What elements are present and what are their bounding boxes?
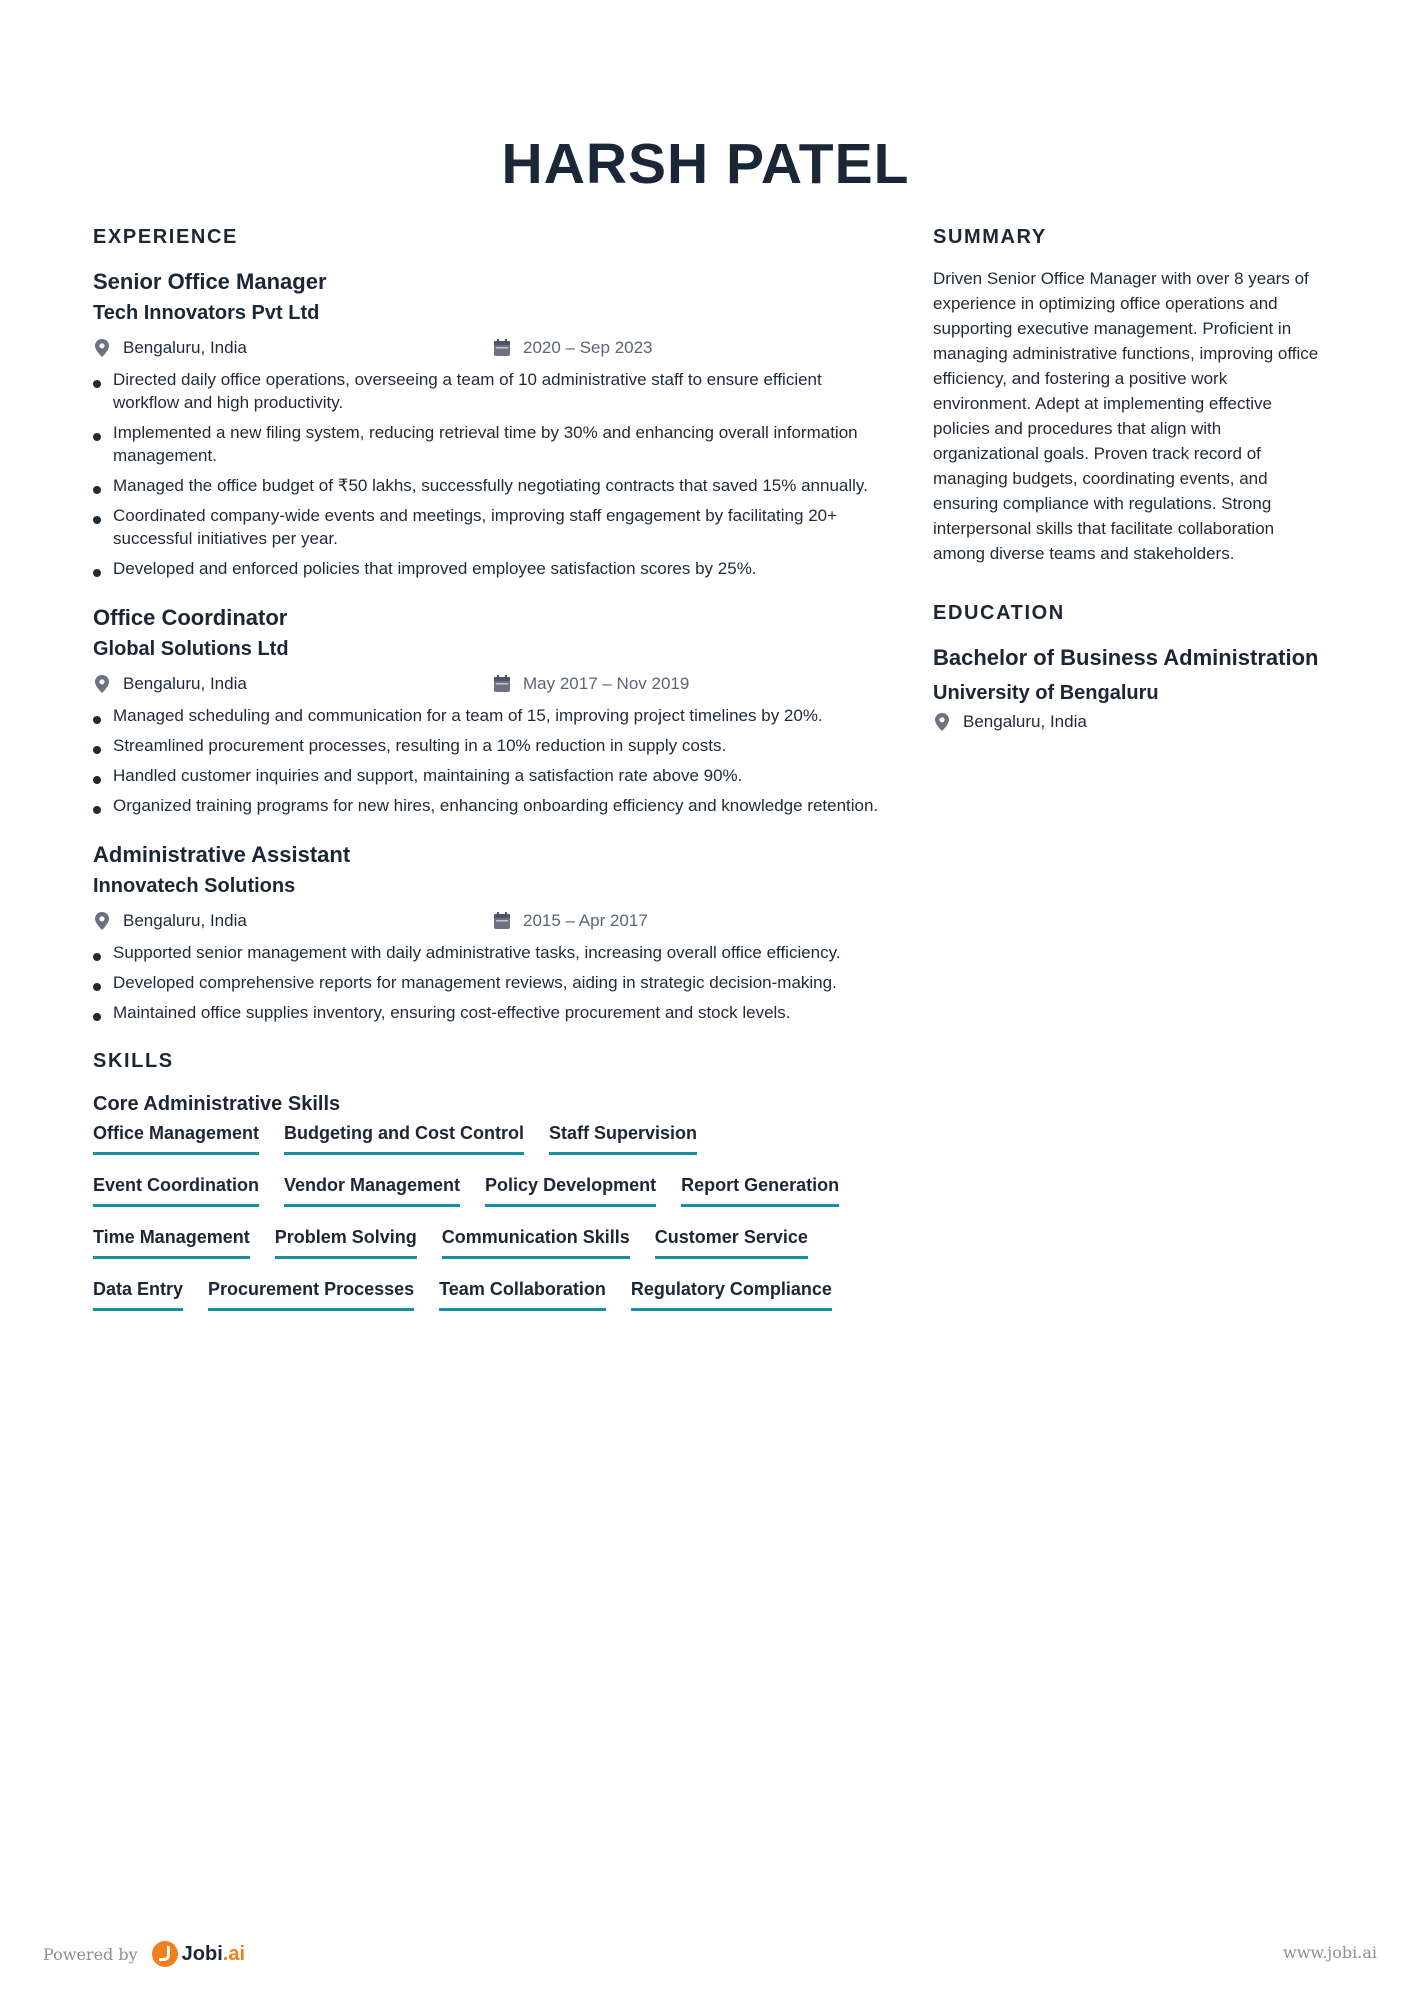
skill-tag: Communication Skills [442, 1224, 630, 1259]
job-location [93, 674, 247, 694]
skill-tag: Regulatory Compliance [631, 1276, 832, 1311]
skills-group-title: Core Administrative Skills [93, 1093, 341, 1115]
job-bullets [93, 704, 883, 817]
job-bullet: Managed the office budget of ₹50 lakhs, successfully negotiating contracts that saved 15% annually. [93, 474, 883, 497]
job-bullets [93, 941, 883, 1024]
location-pin-icon [93, 911, 111, 931]
job-company: Innovatech Solutions [93, 875, 296, 897]
jobi-logo-icon [152, 1941, 178, 1967]
job-dates [493, 674, 689, 694]
calendar-icon [493, 911, 511, 931]
jobi-logo[interactable] [152, 1941, 245, 1967]
job-entry [93, 602, 883, 817]
skill-tags [93, 1120, 883, 1328]
job-dates [493, 338, 653, 358]
job-bullet: Implemented a new filing system, reducing retrieval time by 30% and enhancing overall information management. [93, 421, 883, 467]
skill-tag: Customer Service [655, 1224, 808, 1259]
location-pin-icon [93, 674, 111, 694]
job-bullet: Organized training programs for new hires, enhancing onboarding efficiency and knowledge retention. [93, 794, 883, 817]
skill-tag: Office Management [93, 1120, 259, 1155]
skill-tag: Budgeting and Cost Control [284, 1120, 524, 1155]
job-title: Office Coordinator [93, 605, 288, 630]
job-entry [93, 266, 883, 580]
calendar-icon [493, 338, 511, 358]
job-company: Tech Innovators Pvt Ltd [93, 302, 320, 324]
jobi-brand-name: Jobi [181, 1942, 223, 1965]
education-school: University of Bengaluru [933, 682, 1159, 704]
job-location-text: Bengaluru, India [123, 911, 247, 930]
job-dates-text: 2015 – Apr 2017 [523, 911, 648, 930]
job-location [93, 911, 247, 931]
location-pin-icon [93, 338, 111, 358]
job-entry [93, 839, 883, 1024]
job-location [93, 338, 247, 358]
right-column [933, 222, 1323, 732]
job-dates [493, 911, 648, 931]
education-heading: EDUCATION [933, 602, 1065, 624]
job-bullet: Developed comprehensive reports for management reviews, aiding in strategic decision-making. [93, 971, 883, 994]
website-link[interactable]: www.jobi.ai [1283, 1943, 1377, 1962]
skill-tag: Problem Solving [275, 1224, 417, 1259]
job-dates-text: 2020 – Sep 2023 [523, 338, 653, 357]
job-dates-text: May 2017 – Nov 2019 [523, 674, 690, 693]
experience-heading: EXPERIENCE [93, 226, 238, 248]
job-meta [93, 907, 883, 941]
job-bullet: Supported senior management with daily administrative tasks, increasing overall office efficiency. [93, 941, 883, 964]
skills-section [93, 1046, 883, 1328]
location-pin-icon [933, 712, 951, 732]
skill-tag: Vendor Management [284, 1172, 460, 1207]
skill-tag: Report Generation [681, 1172, 839, 1207]
job-bullet: Streamlined procurement processes, resulting in a 10% reduction in supply costs. [93, 734, 883, 757]
job-company: Global Solutions Ltd [93, 638, 289, 660]
skills-heading: SKILLS [93, 1050, 174, 1072]
summary-text: Driven Senior Office Manager with over 8 years of experience in optimizing office operations and supporting executive management. Proficient in managing administrative functions, improving office efficiency, and fostering a positive work environment. Adept at implementing effective policies and procedures that align with organizational goals. Proven track record of managing budgets, coordinating events, and ensuring compliance with regulations. Strong interpersonal skills that facilitate collaboration among diverse teams and stakeholders. [933, 269, 1319, 563]
job-location-text: Bengaluru, India [123, 674, 247, 693]
skill-tag: Team Collaboration [439, 1276, 606, 1311]
job-bullet: Directed daily office operations, overseeing a team of 10 administrative staff to ensure efficient workflow and high productivity. [93, 368, 883, 414]
summary-heading: SUMMARY [933, 226, 1047, 248]
education-location-text: Bengaluru, India [963, 712, 1087, 731]
job-bullets [93, 368, 883, 580]
education-location [933, 712, 1323, 732]
job-bullet: Coordinated company-wide events and meetings, improving staff engagement by facilitating 20+ successful initiatives per year. [93, 504, 883, 550]
job-location-text: Bengaluru, India [123, 338, 247, 357]
skill-tag: Data Entry [93, 1276, 183, 1311]
candidate-name: HARSH PATEL [501, 132, 910, 196]
skill-tag: Procurement Processes [208, 1276, 414, 1311]
skill-tag: Time Management [93, 1224, 250, 1259]
job-bullet: Developed and enforced policies that improved employee satisfaction scores by 25%. [93, 557, 883, 580]
job-meta [93, 334, 883, 368]
skill-tag: Policy Development [485, 1172, 656, 1207]
skill-tag: Event Coordination [93, 1172, 259, 1207]
job-bullet: Handled customer inquiries and support, maintaining a satisfaction rate above 90%. [93, 764, 883, 787]
job-title: Senior Office Manager [93, 269, 327, 294]
powered-by-label: Powered by [43, 1944, 138, 1964]
education-degree: Bachelor of Business Administration [933, 645, 1319, 670]
job-bullet: Managed scheduling and communication for a team of 15, improving project timelines by 20%. [93, 704, 883, 727]
left-column [93, 222, 883, 1328]
calendar-icon [493, 674, 511, 694]
job-bullet: Maintained office supplies inventory, ensuring cost-effective procurement and stock levels. [93, 1001, 883, 1024]
jobi-logo-text [182, 1943, 245, 1966]
skill-tag: Staff Supervision [549, 1120, 697, 1155]
powered-by [43, 1941, 245, 1967]
job-title: Administrative Assistant [93, 842, 351, 867]
jobi-brand-suffix: .ai [222, 1942, 246, 1965]
job-meta [93, 670, 883, 704]
